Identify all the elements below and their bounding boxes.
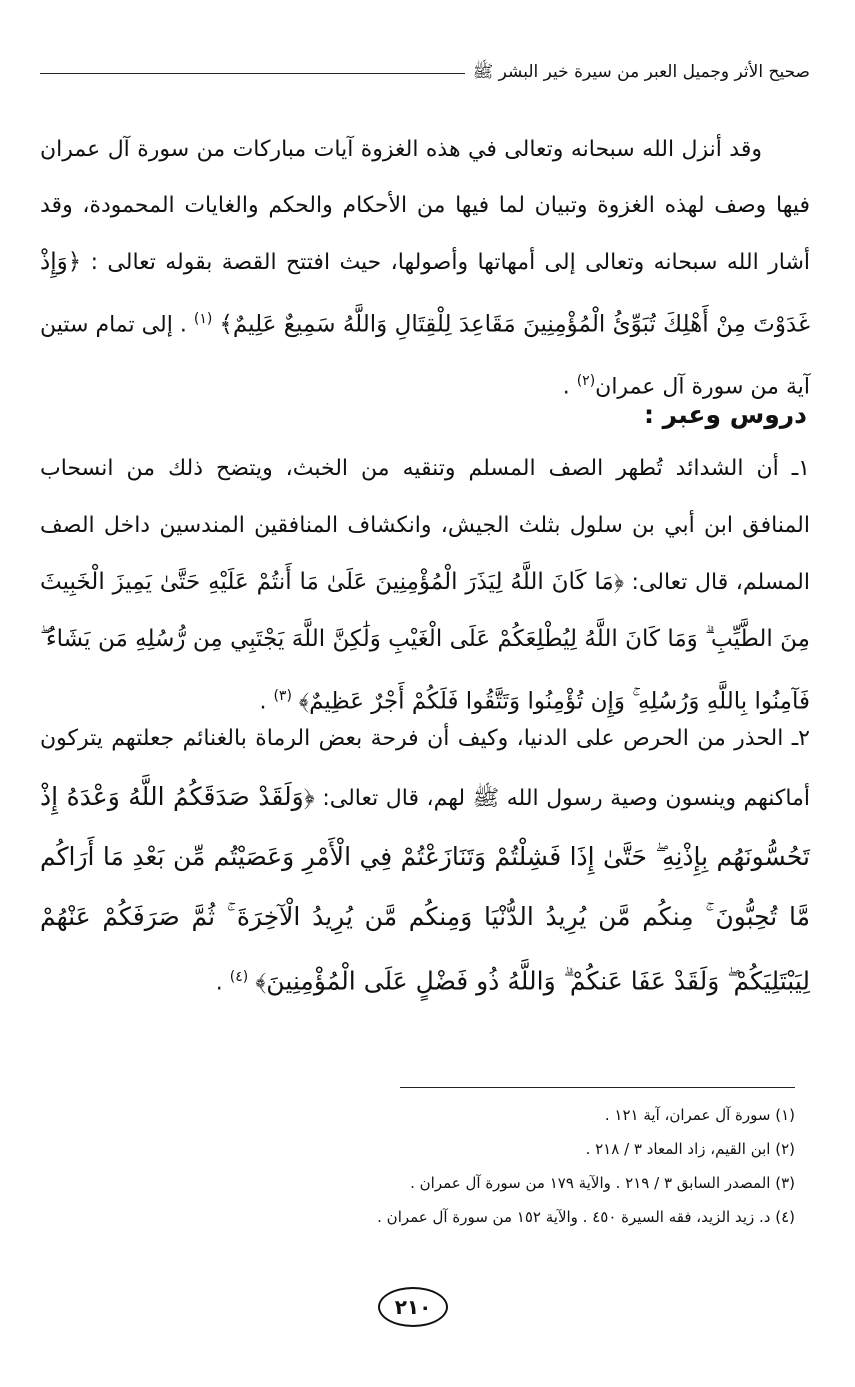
intro-continuation: . إلى تمام ستين آية من سورة آل عمران <box>40 312 810 400</box>
lesson-1-number: ١ـ <box>791 456 810 481</box>
lesson-1-end: . <box>259 689 267 715</box>
intro-end: . <box>562 374 570 400</box>
footnote-ref-1: (١) <box>193 311 213 327</box>
running-header <box>40 62 810 84</box>
header-rule <box>40 73 465 74</box>
footnote-3: (٣) المصدر السابق ٣ / ٢١٩ . والآية ١٧٩ من سورة آل عمران . <box>410 1174 795 1192</box>
intro-paragraph <box>40 122 810 416</box>
section-heading: دروس وعبر : <box>643 400 807 429</box>
footnote-4: (٤) د. زيد الزيد، فقه السيرة ٤٥٠ . والآية ١٥٢ من سورة آل عمران . <box>377 1208 795 1226</box>
quran-verse-1: ﴿وَإِذْ غَدَوْتَ مِنْ أَهْلِكَ تُبَوِّئُ الْمُؤْمِنِينَ مَقَاعِدَ لِلْقِتَالِ وَاللَّهُ سَمِيعٌ عَلِيمٌ﴾ <box>40 249 811 338</box>
lesson-1-text: أن الشدائد تُطهر الصف المسلم وتنقيه من الخبث، ويتضح ذلك من انسحاب المنافق ابن أبي بن سلول بثلث الجيش، وانكشاف المنافقين المندسين داخل الصف المسلم، قال تعالى: <box>40 456 810 595</box>
running-title: صحيح الأثر وجميل العبر من سيرة خير البشر ﷺ <box>472 61 810 82</box>
footnote-ref-3: (٣) <box>273 688 292 704</box>
footnote-ref-2: (٢) <box>576 373 596 390</box>
footnote-ref-4: (٤) <box>229 969 249 985</box>
footnote-divider <box>400 1087 795 1088</box>
lesson-1 <box>40 440 810 730</box>
footnote-1: (١) سورة آل عمران، آية ١٢١ . <box>604 1106 795 1124</box>
page-number: ٢١٠ <box>378 1287 448 1327</box>
footnote-2: (٢) ابن القيم، زاد المعاد ٣ / ٢١٨ . <box>585 1140 795 1158</box>
lesson-2-number: ٢ـ <box>791 726 810 751</box>
footnotes <box>95 1098 795 1234</box>
lesson-2 <box>40 710 810 1012</box>
lesson-2-text: الحذر من الحرص على الدنيا، وكيف أن فرحة بعض الرماة بالغنائم جعلتهم يتركون أماكنهم وينسون وصية رسول الله ﷺ لهم، قال تعالى: <box>40 726 810 811</box>
intro-text: وقد أنزل الله سبحانه وتعالى في هذه الغزوة آيات مباركات من سورة آل عمران فيها وصف لهذه الغزوة وتبيان لما فيها من الأحكام والحكم والغايات المحمودة، وقد أشار الله سبحانه وتعالى إلى أمهاتها وأصولها، حيث افتتح القصة بقوله تعالى : <box>40 137 810 275</box>
quran-verse-2: ﴿مَا كَانَ اللَّهُ لِيَذَرَ الْمُؤْمِنِينَ عَلَىٰ مَا أَنتُمْ عَلَيْهِ حَتَّىٰ يَمِيزَ الْخَبِيثَ مِنَ الطَّيِّبِ ۗ وَمَا كَانَ اللَّهُ لِيُطْلِعَكُمْ عَلَى الْغَيْبِ وَلَٰكِنَّ اللَّهَ يَجْتَبِي مِن رُّسُلِهِ مَن يَشَاءُ ۖ فَآمِنُوا بِاللَّهِ وَرُسُلِهِ ۚ وَإِن تُؤْمِنُوا وَتَتَّقُوا فَلَكُمْ أَجْرٌ عَظِيمٌ﴾ <box>40 569 810 715</box>
lesson-2-end: . <box>215 970 223 996</box>
quran-verse-3: ﴿وَلَقَدْ صَدَقَكُمُ اللَّهُ وَعْدَهُ إِذْ تَحُسُّونَهُم بِإِذْنِهِ ۖ حَتَّىٰ إِذَا فَشِلْتُمْ وَتَنَازَعْتُمْ فِي الْأَمْرِ وَعَصَيْتُم مِّن بَعْدِ مَا أَرَاكُم مَّا تُحِبُّونَ ۚ مِنكُم مَّن يُرِيدُ الدُّنْيَا وَمِنكُم مَّن يُرِيدُ الْآخِرَةَ ۚ ثُمَّ صَرَفَكُمْ عَنْهُمْ لِيَبْتَلِيَكُمْ ۖ وَلَقَدْ عَفَا عَنكُمْ ۗ وَاللَّهُ ذُو فَضْلٍ عَلَى الْمُؤْمِنِينَ﴾ <box>40 782 810 996</box>
